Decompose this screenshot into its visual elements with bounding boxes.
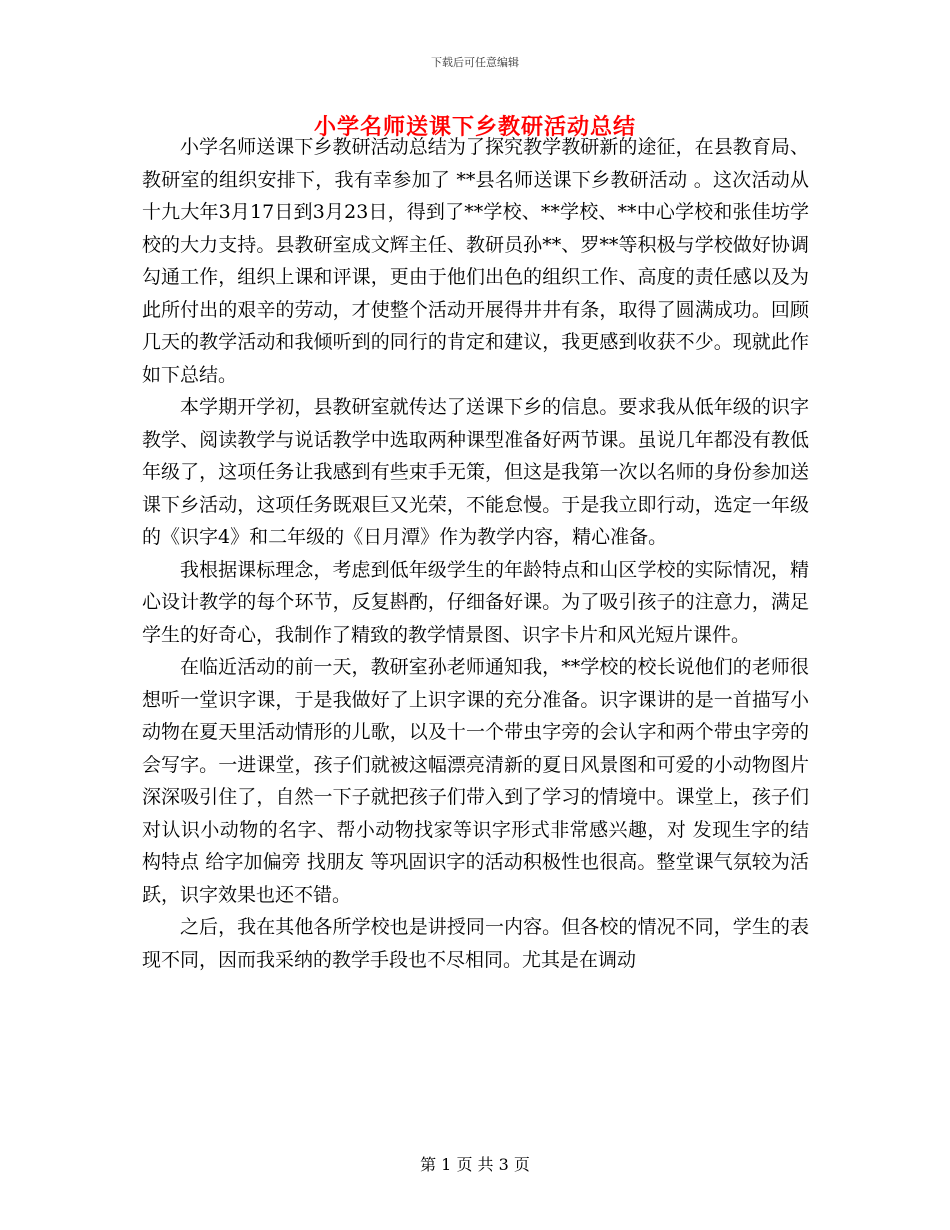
- document-body: [142, 131, 809, 976]
- document-title: 小学名师送课下乡教研活动总结: [313, 114, 636, 140]
- page-footer: 第 1 页 共 3 页: [420, 1155, 530, 1174]
- paragraph: 本学期开学初，县教研室就传达了送课下乡的信息。要求我从低年级的识字教学、阅读教学与说话教学中选取两种课型准备好两节课。虽说几年都没有教低年级了，这项任务让我感到有些束手无策，但这是我第一次以名师的身份参加送课下乡活动，这项任务既艰巨又光荣，不能怠慢。于是我立即行动，选定一年级的《识字4》和二年级的《日月潭》作为教学内容，精心准备。: [142, 396, 809, 548]
- paragraph: 小学名师送课下乡教研活动总结为了探究教学教研新的途征，在县教育局、教研室的组织安排下，我有幸参加了 **县名师送课下乡教研活动 。这次活动从 十九大年3月17日到3月23日，得到了**学校、**学校、**中心学校和张佳坊学校的大力支持。县教研室成文辉主任、教研员孙**、罗**等积极与学校做好协调勾通工作，组织上课和评课，更由于他们出色的组织工作、高度的责任感以及为此所付出的艰辛的劳动，才使整个活动开展得井井有条，取得了圆满成功。回顾几天的教学活动和我倾听到的同行的肯定和建议，我更感到收获不少。现就此作如下总结。: [142, 136, 809, 386]
- paragraph: 之后，我在其他各所学校也是讲授同一内容。但各校的情况不同，学生的表现不同，因而我采纳的教学手段也不尽相同。尤其是在调动: [142, 916, 809, 971]
- paragraph: 在临近活动的前一天，教研室孙老师通知我，**学校的校长说他们的老师很想听一堂识字课，于是我做好了上识字课的充分准备。识字课讲的是一首描写小动物在夏天里活动情形的儿歌，以及十一个带虫字旁的会认字和两个带虫字旁的会写字。一进课堂，孩子们就被这幅漂亮清新的夏日风景图和可爱的小动物图片深深吸引住了，自然一下子就把孩子们带入到了学习的情境中。课堂上，孩子们对认识小动物的名字、帮小动物找家等识字形式非常感兴趣，对 发现生字的结构特点 给字加偏旁 找朋友 等巩固识字的活动积极性也很高。整堂课气氛较为活跃，识字效果也还不错。: [142, 656, 809, 906]
- header-note: 下载后可任意编辑: [431, 56, 519, 69]
- paragraph: 我根据课标理念，考虑到低年级学生的年龄特点和山区学校的实际情况，精心设计教学的每个环节，反复斟酌，仔细备好课。为了吸引孩子的注意力，满足学生的好奇心，我制作了精致的教学情景图、识字卡片和风光短片课件。: [142, 558, 809, 646]
